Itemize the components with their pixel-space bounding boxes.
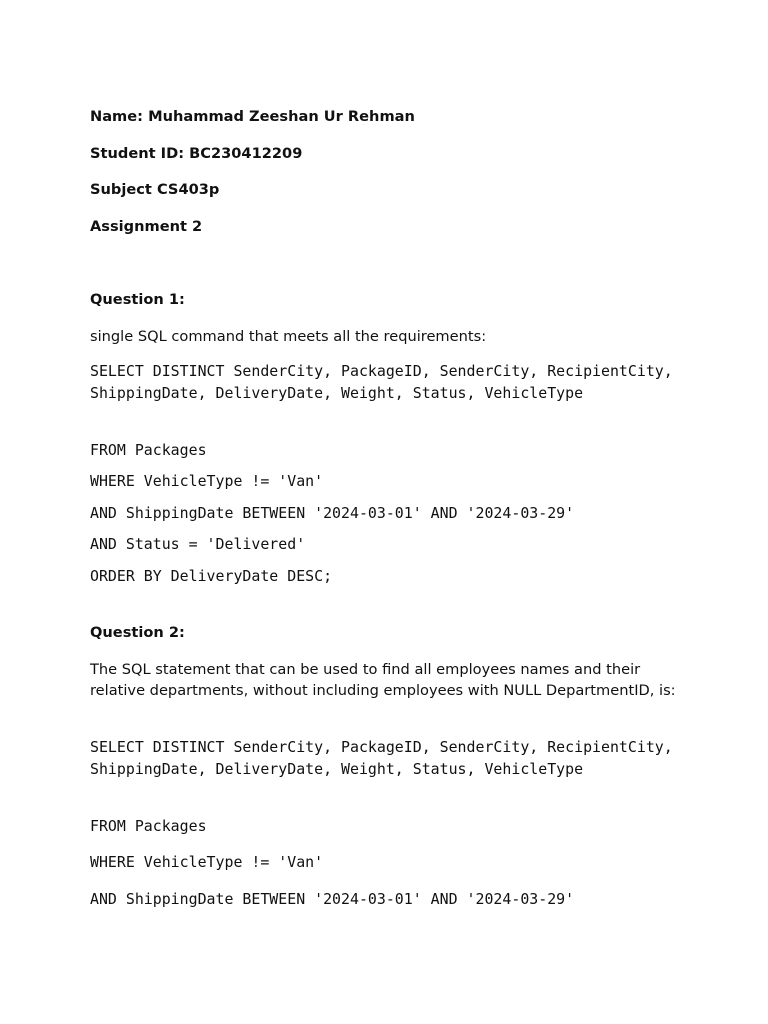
question-1-sql-from: FROM Packages [90, 441, 207, 459]
question-1-sql-where: WHERE VehicleType != 'Van' [90, 472, 324, 490]
question-2-sql-where: WHERE VehicleType != 'Van' [90, 853, 324, 871]
student-name: Name: Muhammad Zeeshan Ur Rehman [90, 108, 415, 125]
question-1-sql-and-status: AND Status = 'Delivered' [90, 535, 306, 553]
question-2-heading: Question 2: [90, 624, 185, 641]
question-2-sql-from: FROM Packages [90, 817, 207, 835]
question-1-heading: Question 1: [90, 291, 185, 308]
question-2-sql-select: SELECT DISTINCT SenderCity, PackageID, SenderCity, RecipientCity, ShippingDate, DeliveryDate, Weight, Status, VehicleType [90, 738, 673, 778]
question-1-sql-and-date: AND ShippingDate BETWEEN '2024-03-01' AND '2024-03-29' [90, 504, 575, 522]
subject: Subject CS403p [90, 181, 220, 198]
question-1-sql-select: SELECT DISTINCT SenderCity, PackageID, SenderCity, RecipientCity, ShippingDate, DeliveryDate, Weight, Status, VehicleType [90, 362, 673, 402]
student-id: Student ID: BC230412209 [90, 145, 303, 162]
question-2-sql-and-date: AND ShippingDate BETWEEN '2024-03-01' AND '2024-03-29' [90, 890, 575, 908]
question-2-intro: The SQL statement that can be used to find all employees names and their relative departments, without including employees with NULL DepartmentID, is: [90, 661, 676, 699]
question-1-intro: single SQL command that meets all the requirements: [90, 328, 487, 345]
question-1-sql-order: ORDER BY DeliveryDate DESC; [90, 567, 333, 585]
assignment-title: Assignment 2 [90, 218, 203, 235]
